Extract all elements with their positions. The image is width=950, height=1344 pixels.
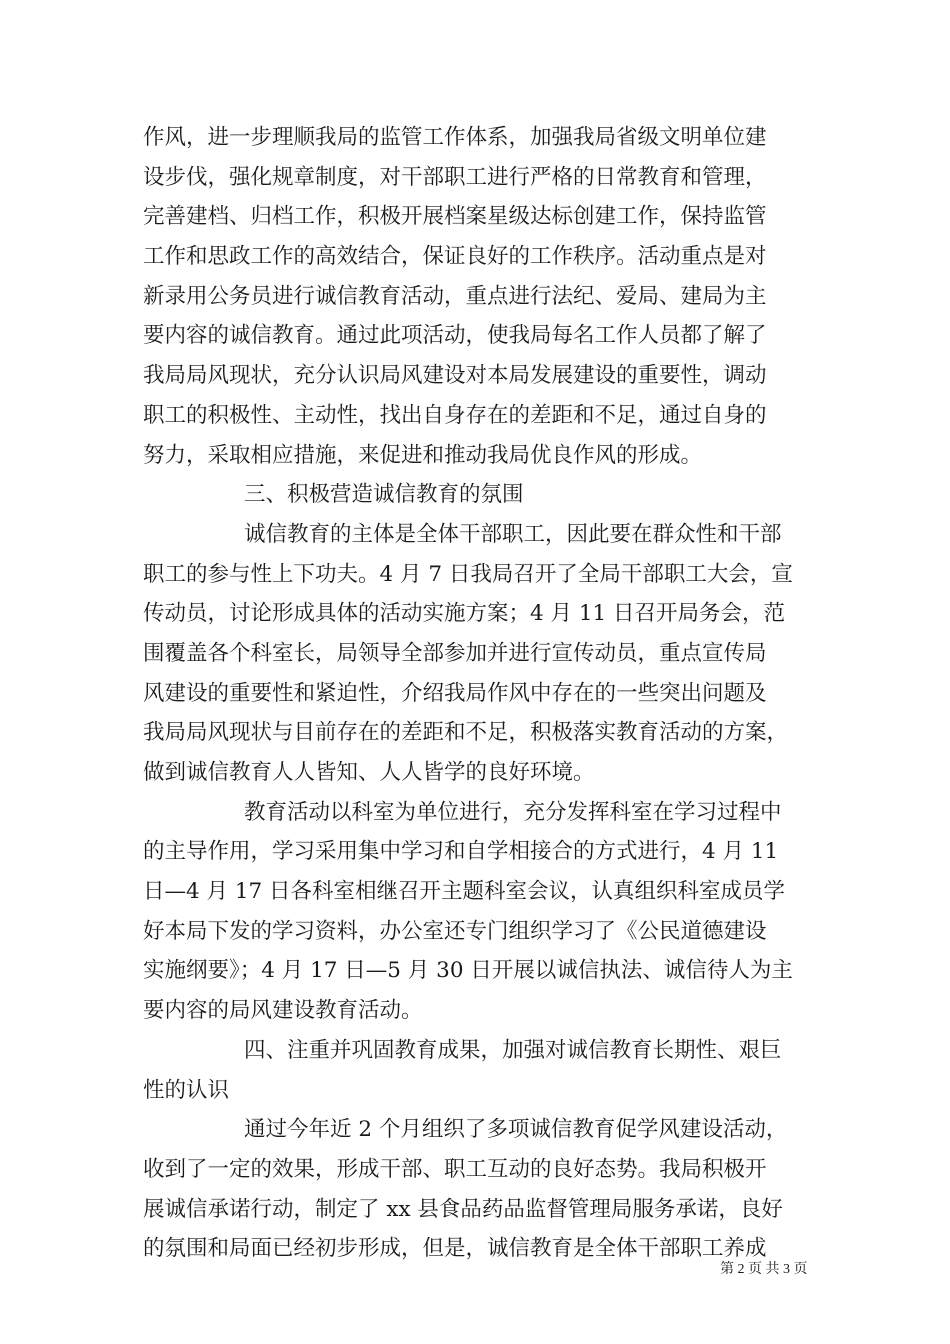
section-heading: 三、积极营造诚信教育的氛围 [244,482,524,508]
paragraph-first-line: 诚信教育的主体是全体干部职工，因此要在群众性和干部 [244,521,782,547]
paragraph-first-line: 通过今年近 2 个月组织了多项诚信教育促学风建设活动， [244,1117,788,1143]
text-line: 传动员，讨论形成具体的活动实施方案；4 月 11 日召开局务会，范 [143,601,786,627]
text-line: 工作和思政工作的高效结合，保证良好的工作秩序。活动重点是对 [143,244,767,270]
text-line: 展诚信承诺行动，制定了 xx 县食品药品监督管理局服务承诺，良好 [143,1196,783,1222]
text-line: 日—4 月 17 日各科室相继召开主题科室会议，认真组织科室成员学 [143,879,786,905]
text-line: 完善建档、归档工作，积极开展档案星级达标创建工作，保持监管 [143,204,767,230]
text-line: 职工的积极性、主动性，找出自身存在的差距和不足，通过自身的 [143,402,767,428]
text-line: 我局局风现状与目前存在的差距和不足，积极落实教育活动的方案， [143,720,789,746]
page-number: 第 2 页 共 3 页 [720,1262,808,1277]
text-line: 努力，采取相应措施，来促进和推动我局优良作风的形成。 [143,442,703,468]
text-line: 的氛围和局面已经初步形成，但是，诚信教育是全体干部职工养成 [143,1236,767,1262]
text-line: 做到诚信教育人人皆知、人人皆学的良好环境。 [143,760,595,785]
text-line: 要内容的局风建设教育活动。 [143,998,423,1024]
section-heading: 四、注重并巩固教育成果，加强对诚信教育长期性、艰巨 [244,1037,782,1063]
text-line: 围覆盖各个科室长，局领导全部参加并进行宣传动员，重点宣传局 [143,640,767,666]
text-line: 实施纲要》；4 月 17 日—5 月 30 日开展以诚信执法、诚信待人为主 [143,958,793,984]
text-line: 职工的参与性上下功夫。4 月 7 日我局召开了全局干部职工大会，宣 [143,561,793,587]
paragraph-first-line: 教育活动以科室为单位进行，充分发挥科室在学习过程中 [244,799,782,825]
text-line: 收到了一定的效果，形成干部、职工互动的良好态势。我局积极开 [143,1156,767,1182]
text-line: 风建设的重要性和紧迫性，介绍我局作风中存在的一些突出问题及 [143,680,767,706]
body-text [143,118,815,1269]
text-line: 新录用公务员进行诚信教育活动，重点进行法纪、爱局、建局为主 [143,283,767,309]
text-line: 作风，进一步理顺我局的监管工作体系，加强我局省级文明单位建 [143,125,767,150]
text-line: 设步伐，强化规章制度，对干部职工进行严格的日常教育和管理， [143,164,767,190]
section-heading-continued: 性的认识 [143,1077,230,1103]
text-line: 的主导作用，学习采用集中学习和自学相接合的方式进行，4 月 11 [143,839,779,865]
text-line: 好本局下发的学习资料，办公室还专门组织学习了《公民道德建设 [143,918,767,944]
text-line: 要内容的诚信教育。通过此项活动，使我局每名工作人员都了解了 [143,323,767,349]
text-line: 我局局风现状，充分认识局风建设对本局发展建设的重要性，调动 [143,363,767,389]
